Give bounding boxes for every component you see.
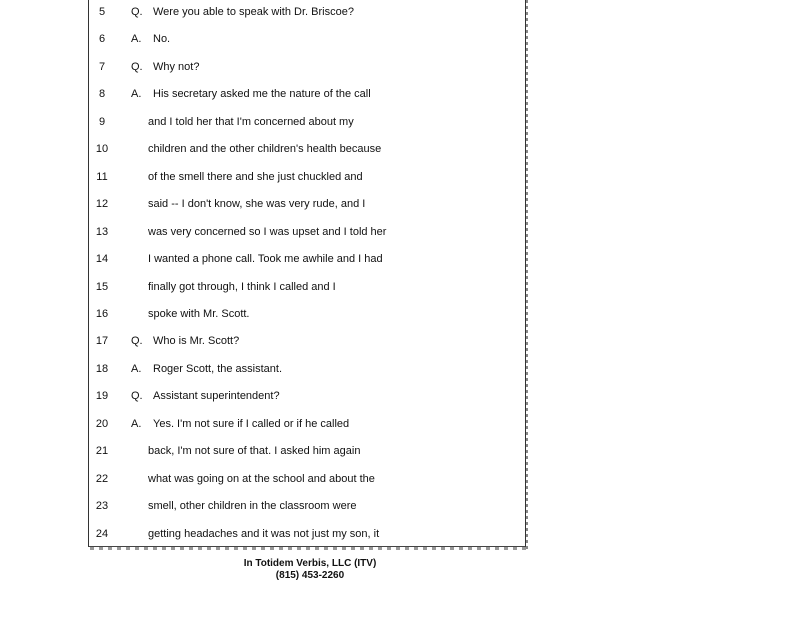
line-number: 22 — [95, 473, 109, 485]
transcript-text: I wanted a phone call. Took me awhile and I had — [148, 253, 383, 265]
qa-marker: A. — [131, 88, 142, 100]
line-number: 23 — [95, 500, 109, 512]
qa-marker: Q. — [131, 61, 143, 73]
line-number: 24 — [95, 528, 109, 540]
line-number: 16 — [95, 308, 109, 320]
qa-marker: Q. — [131, 335, 143, 347]
transcript-text: Assistant superintendent? — [153, 390, 280, 402]
transcript-text: spoke with Mr. Scott. — [148, 308, 250, 320]
transcript-text: No. — [153, 33, 171, 45]
transcript-text: His secretary asked me the nature of the call — [153, 88, 371, 100]
line-number: 5 — [98, 6, 106, 18]
transcript-text: Who is Mr. Scott? — [153, 335, 240, 347]
line-number: 12 — [95, 198, 109, 210]
transcript-text: said -- I don't know, she was very rude, and I — [148, 198, 366, 210]
transcript-text: of the smell there and she just chuckled and — [148, 171, 363, 183]
transcript-page-frame — [88, 0, 526, 547]
line-number: 18 — [95, 363, 109, 375]
transcript-text: Were you able to speak with Dr. Briscoe? — [153, 6, 354, 18]
line-number: 13 — [95, 226, 109, 238]
line-number: 17 — [95, 335, 109, 347]
line-number: 7 — [98, 61, 106, 73]
line-number: 10 — [95, 143, 109, 155]
line-number: 21 — [95, 445, 109, 457]
transcript-text: and I told her that I'm concerned about my — [148, 116, 354, 128]
line-number: 6 — [98, 33, 106, 45]
qa-marker: A. — [131, 33, 142, 45]
line-number: 15 — [95, 281, 109, 293]
transcript-text: what was going on at the school and about the — [148, 473, 375, 485]
transcript-text: getting headaches and it was not just my son, it — [148, 528, 380, 540]
qa-marker: A. — [131, 418, 142, 430]
footer-company: In Totidem Verbis, LLC (ITV) — [243, 558, 377, 569]
transcript-text: back, I'm not sure of that. I asked him again — [148, 445, 361, 457]
qa-marker: Q. — [131, 390, 143, 402]
transcript-text: Why not? — [153, 61, 200, 73]
transcript-text: smell, other children in the classroom were — [148, 500, 357, 512]
transcript-text: children and the other children's health because — [148, 143, 382, 155]
line-number: 20 — [95, 418, 109, 430]
page-bottom-shadow — [90, 547, 528, 550]
transcript-text: finally got through, I think I called and I — [148, 281, 336, 293]
qa-marker: Q. — [131, 6, 143, 18]
footer-phone: (815) 453-2260 — [275, 570, 345, 581]
line-number: 14 — [95, 253, 109, 265]
line-number: 19 — [95, 390, 109, 402]
line-number: 8 — [98, 88, 106, 100]
transcript-text: Yes. I'm not sure if I called or if he called — [153, 418, 350, 430]
transcript-text: was very concerned so I was upset and I told her — [148, 226, 387, 238]
page-edge-shadow — [526, 0, 528, 550]
line-number: 9 — [98, 116, 106, 128]
qa-marker: A. — [131, 363, 142, 375]
line-number: 11 — [96, 171, 108, 183]
transcript-text: Roger Scott, the assistant. — [153, 363, 283, 375]
